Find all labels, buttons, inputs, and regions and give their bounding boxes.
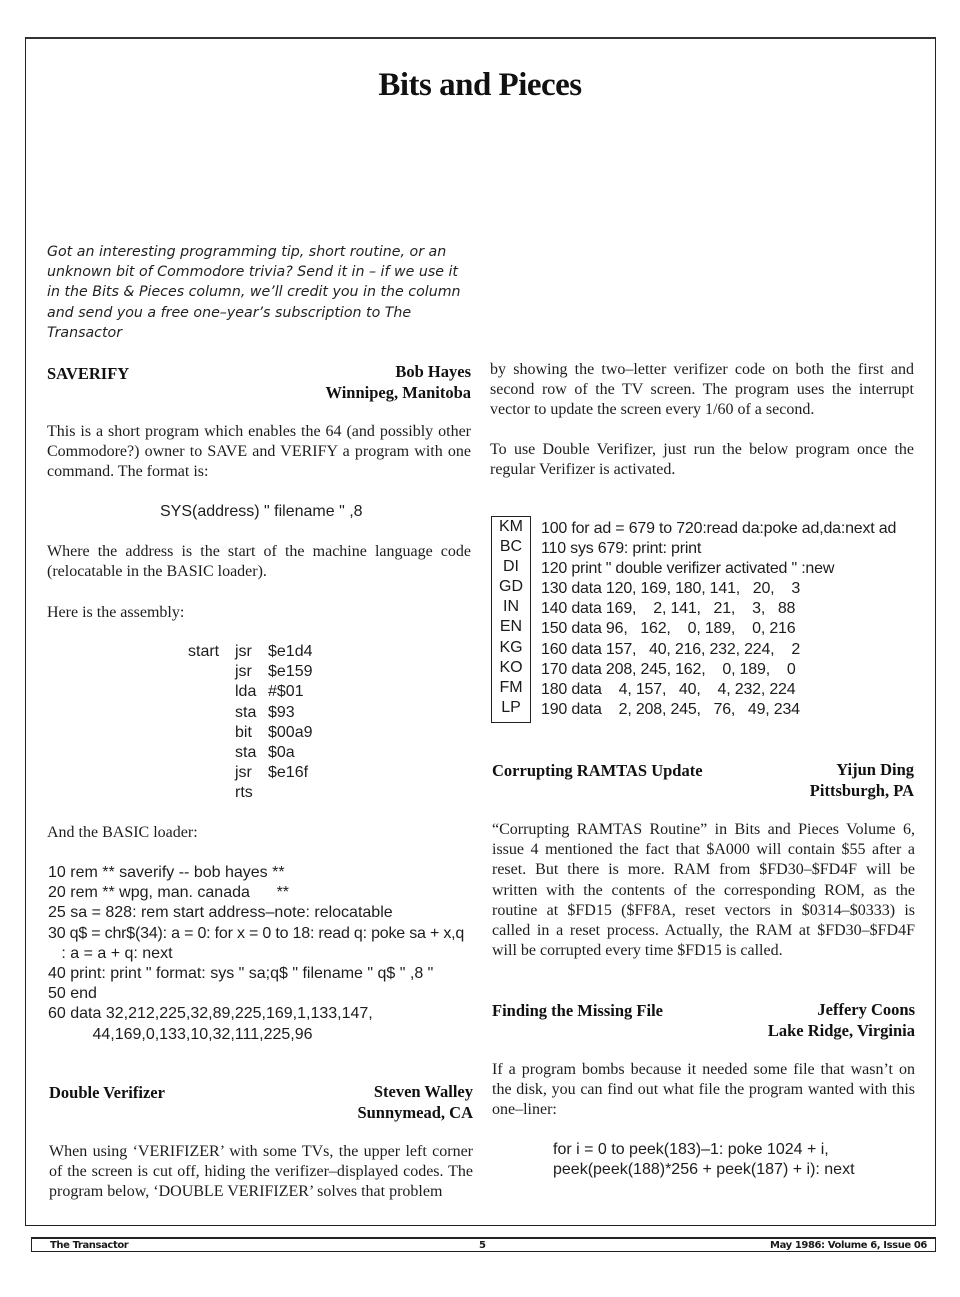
article-byline-saverify [260, 362, 471, 403]
verifizer-code: FM [499, 678, 523, 696]
footer-publication: The Transactor [50, 1240, 129, 1251]
saverify-paragraph-4: And the BASIC loader: [47, 824, 198, 841]
verifizer-code: IN [503, 598, 519, 616]
article-title-ramtas: Corrupting RAMTAS Update [492, 761, 703, 780]
basic-line: : a = a + q: next [48, 944, 173, 962]
double-verifizer-paragraph-1: When using ‘VERIFIZER’ with some TVs, the upper left corner of the screen is cut off, hiding the verifizer–displayed codes. The program below, ‘DOUBLE VERIFIZER’ solves that problem [49, 1143, 473, 1201]
program-line: 160 data 157, 40, 216, 232, 224, 2 [541, 640, 801, 658]
basic-line: 25 sa = 828: rem start address–note: relocatable [48, 904, 393, 922]
author-location: Winnipeg, Manitoba [325, 382, 471, 402]
assembly-line: start jsr $e1d4 [188, 643, 313, 660]
missing-file-code [553, 1140, 855, 1180]
assembly-line: lda #$01 [235, 683, 304, 701]
author-location: Pittsburgh, PA [809, 780, 914, 800]
verifizer-code: KG [499, 638, 523, 656]
author-name: Bob Hayes [395, 362, 471, 381]
saverify-paragraph-3: Here is the assembly: [47, 604, 185, 621]
program-line: 180 data 4, 157, 40, 4, 232, 224 [541, 680, 796, 698]
author-name: Steven Walley [373, 1082, 473, 1101]
program-line: 170 data 208, 245, 162, 0, 189, 0 [541, 660, 796, 678]
assembly-line: bit $00a9 [235, 723, 313, 741]
program-line: 100 for ad = 679 to 720:read da:poke ad,da:next ad [541, 520, 897, 537]
program-line: 110 sys 679: print: print [541, 540, 702, 558]
verifizer-code: KM [499, 518, 523, 535]
basic-line: 20 rem ** wpg, man. canada ** [48, 884, 290, 902]
article-title-saverify: SAVERIFY [47, 364, 130, 383]
basic-line: 40 print: print " format: sys " sa;q$ " filename " q$ " ,8 " [48, 965, 434, 983]
code-line: peek(peek(188)*256 + peek(187) + i): next [553, 1161, 855, 1179]
author-name: Yijun Ding [836, 760, 914, 779]
missing-file-paragraph-1: If a program bombs because it needed some file that wasn’t on the disk, you can find out what file the program wanted with this one–liner: [492, 1061, 915, 1119]
code-line: for i = 0 to peek(183)–1: poke 1024 + i, [553, 1141, 829, 1158]
program-line: 130 data 120, 169, 180, 141, 20, 3 [541, 580, 801, 598]
page-title: Bits and Pieces [378, 67, 582, 103]
footer-issue: May 1986: Volume 6, Issue 06 [770, 1240, 927, 1251]
verifizer-code: BC [499, 538, 523, 556]
verifizer-code: EN [499, 618, 523, 636]
verifizer-code: GD [499, 578, 523, 596]
assembly-line: jsr $e16f [235, 764, 309, 782]
assembly-line: sta $93 [235, 703, 295, 721]
assembly-line: sta $0a [235, 744, 295, 762]
verifizer-code: DI [503, 558, 519, 576]
basic-line: 30 q$ = chr$(34): a = 0: for x = 0 to 18: read q: poke sa + x,q [48, 924, 465, 942]
saverify-paragraph-1: This is a short program which enables the 64 (and possibly other Commodore?) owner to SAVE and VERIFY a program with one command. The format is: [47, 423, 471, 481]
double-verifizer-program [541, 519, 896, 720]
basic-line: 10 rem ** saverify -- bob hayes ** [48, 864, 285, 881]
article-byline-ramtas [700, 760, 914, 801]
intro-paragraph: Got an interesting programming tip, short routine, or an unknown bit of Commodore trivia? Send it in – if we use it in the Bits & Pieces column, we’ll credit you in the column and send you a free one–year’s subscription to The Transactor [47, 244, 461, 341]
verifizer-code: LP [501, 698, 521, 716]
program-line: 190 data 2, 208, 245, 76, 49, 234 [541, 700, 800, 718]
saverify-format-line: SYS(address) " filename " ,8 [160, 503, 363, 520]
footer-page-number: 5 [479, 1240, 486, 1251]
double-verifizer-paragraph-1-continued: by showing the two–letter verifizer code on both the first and second row of the TV screen. The program uses the interrupt vector to update the screen every 1/60 of a second. [490, 361, 914, 419]
assembly-line: rts [235, 784, 253, 802]
author-location: Lake Ridge, Virginia [767, 1020, 915, 1040]
verifizer-code: KO [499, 658, 523, 676]
saverify-paragraph-2: Where the address is the start of the machine language code (relocatable in the BASIC loader). [47, 543, 471, 581]
verifizer-code-column [491, 516, 531, 723]
program-line: 150 data 96, 162, 0, 189, 0, 216 [541, 620, 796, 638]
page-footer [31, 1237, 936, 1252]
author-location: Sunnymead, CA [357, 1102, 473, 1122]
article-title-double-verifizer: Double Verifizer [49, 1083, 165, 1102]
assembly-line: jsr $e159 [235, 663, 313, 681]
ramtas-paragraph-1: “Corrupting RAMTAS Routine” in Bits and Pieces Volume 6, issue 4 mentioned the fact that $A000 will contain $55 after a reset. But there is more. RAM from $FD30–$FD4F will be written with the contents of the corresponding ROM, as the routine at $FD15 ($FF8A, reset vectors in $0314–$0333) is called in a reset process. Actually, the RAM at $FD30–$FD4F will be corrupted every time $FD15 is called. [492, 821, 915, 960]
assembly-listing [188, 642, 313, 804]
author-name: Jeffery Coons [817, 1000, 915, 1019]
article-byline-double-verifizer [260, 1082, 473, 1123]
double-verifizer-paragraph-2: To use Double Verifizer, just run the below program once the regular Verifizer is activated. [490, 441, 914, 479]
article-title-missing-file: Finding the Missing File [492, 1001, 663, 1020]
basic-line: 44,169,0,133,10,32,111,225,96 [48, 1025, 313, 1043]
basic-line: 60 data 32,212,225,32,89,225,169,1,133,147, [48, 1005, 373, 1023]
article-byline-missing-file [680, 1000, 915, 1041]
basic-loader-listing [48, 863, 478, 1045]
program-line: 140 data 169, 2, 141, 21, 3, 88 [541, 600, 796, 618]
program-line: 120 print " double verifizer activated " :new [541, 560, 835, 578]
basic-line: 50 end [48, 985, 97, 1003]
